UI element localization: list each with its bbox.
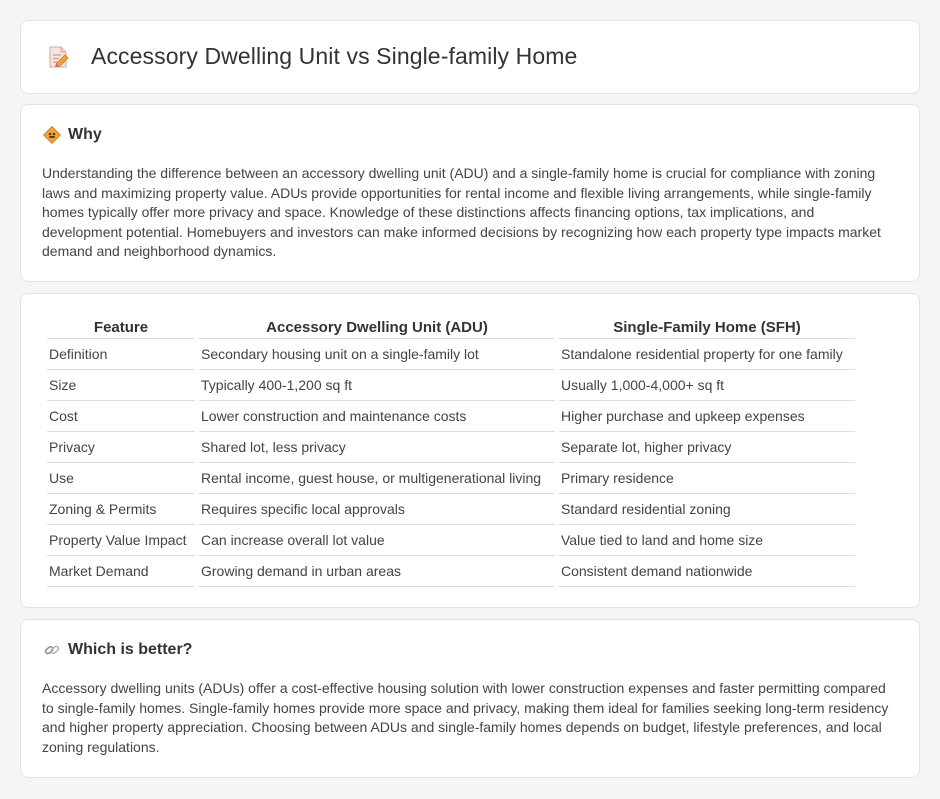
page-title: Accessory Dwelling Unit vs Single-family Home	[91, 43, 578, 69]
feature-cell: Cost	[47, 401, 195, 432]
why-card	[20, 104, 920, 282]
feature-cell: Definition	[47, 339, 195, 370]
diamond-sign-icon	[43, 126, 61, 144]
sfh-cell: Standalone residential property for one family	[559, 339, 855, 370]
header-feature: Feature	[47, 315, 195, 339]
comparison-card	[20, 293, 920, 608]
why-text: Understanding the difference between an accessory dwelling unit (ADU) and a single-family home is crucial for compliance with zoning laws and maximizing property value. ADUs provide opportunities for rental income and flexible living arrangements, while single-family homes typically offer more privacy and space. Knowledge of these distinctions affects financing options, tax implications, and development potential. Homebuyers and investors can make informed decisions by recognizing how each property type impacts market demand and neighborhood dynamics.	[42, 165, 881, 260]
header-sfh: Single-Family Home (SFH)	[559, 315, 855, 339]
table-row	[47, 494, 855, 525]
sfh-cell: Separate lot, higher privacy	[559, 432, 855, 463]
feature-cell: Zoning & Permits	[47, 494, 195, 525]
adu-cell: Rental income, guest house, or multigenerational living	[199, 463, 555, 494]
edit-document-icon	[45, 44, 71, 70]
why-heading	[43, 126, 102, 144]
adu-cell: Requires specific local approvals	[199, 494, 555, 525]
adu-cell: Typically 400-1,200 sq ft	[199, 370, 555, 401]
better-title: Which is better?	[68, 641, 193, 658]
table-row	[47, 525, 855, 556]
adu-cell: Shared lot, less privacy	[199, 432, 555, 463]
feature-cell: Privacy	[47, 432, 195, 463]
sfh-cell: Standard residential zoning	[559, 494, 855, 525]
adu-cell: Secondary housing unit on a single-family lot	[199, 339, 555, 370]
table-row	[47, 463, 855, 494]
better-text: Accessory dwelling units (ADUs) offer a cost-effective housing solution with lower construction expenses and faster permitting compared to single-family homes. Single-family homes provide more space and privacy, making them ideal for families seeking long-term residency and higher property appreciation. Choosing between ADUs and single-family homes depends on budget, lifestyle preferences, and local zoning regulations.	[42, 680, 889, 755]
title-row	[45, 43, 577, 70]
adu-cell: Can increase overall lot value	[199, 525, 555, 556]
table-row	[47, 339, 855, 370]
link-icon	[43, 641, 61, 659]
why-title: Why	[68, 126, 102, 143]
table-row	[47, 556, 855, 587]
adu-cell: Lower construction and maintenance costs	[199, 401, 555, 432]
sfh-cell: Consistent demand nationwide	[559, 556, 855, 587]
better-card	[20, 619, 920, 778]
sfh-cell: Usually 1,000-4,000+ sq ft	[559, 370, 855, 401]
feature-cell: Market Demand	[47, 556, 195, 587]
sfh-cell: Primary residence	[559, 463, 855, 494]
table-row	[47, 370, 855, 401]
feature-cell: Property Value Impact	[47, 525, 195, 556]
sfh-cell: Higher purchase and upkeep expenses	[559, 401, 855, 432]
header-adu: Accessory Dwelling Unit (ADU)	[199, 315, 555, 339]
title-card	[20, 20, 920, 94]
adu-cell: Growing demand in urban areas	[199, 556, 555, 587]
comparison-table	[43, 315, 859, 587]
better-heading	[43, 641, 192, 659]
table-row	[47, 401, 855, 432]
table-row	[47, 432, 855, 463]
sfh-cell: Value tied to land and home size	[559, 525, 855, 556]
feature-cell: Size	[47, 370, 195, 401]
table-header-row	[47, 315, 855, 339]
feature-cell: Use	[47, 463, 195, 494]
